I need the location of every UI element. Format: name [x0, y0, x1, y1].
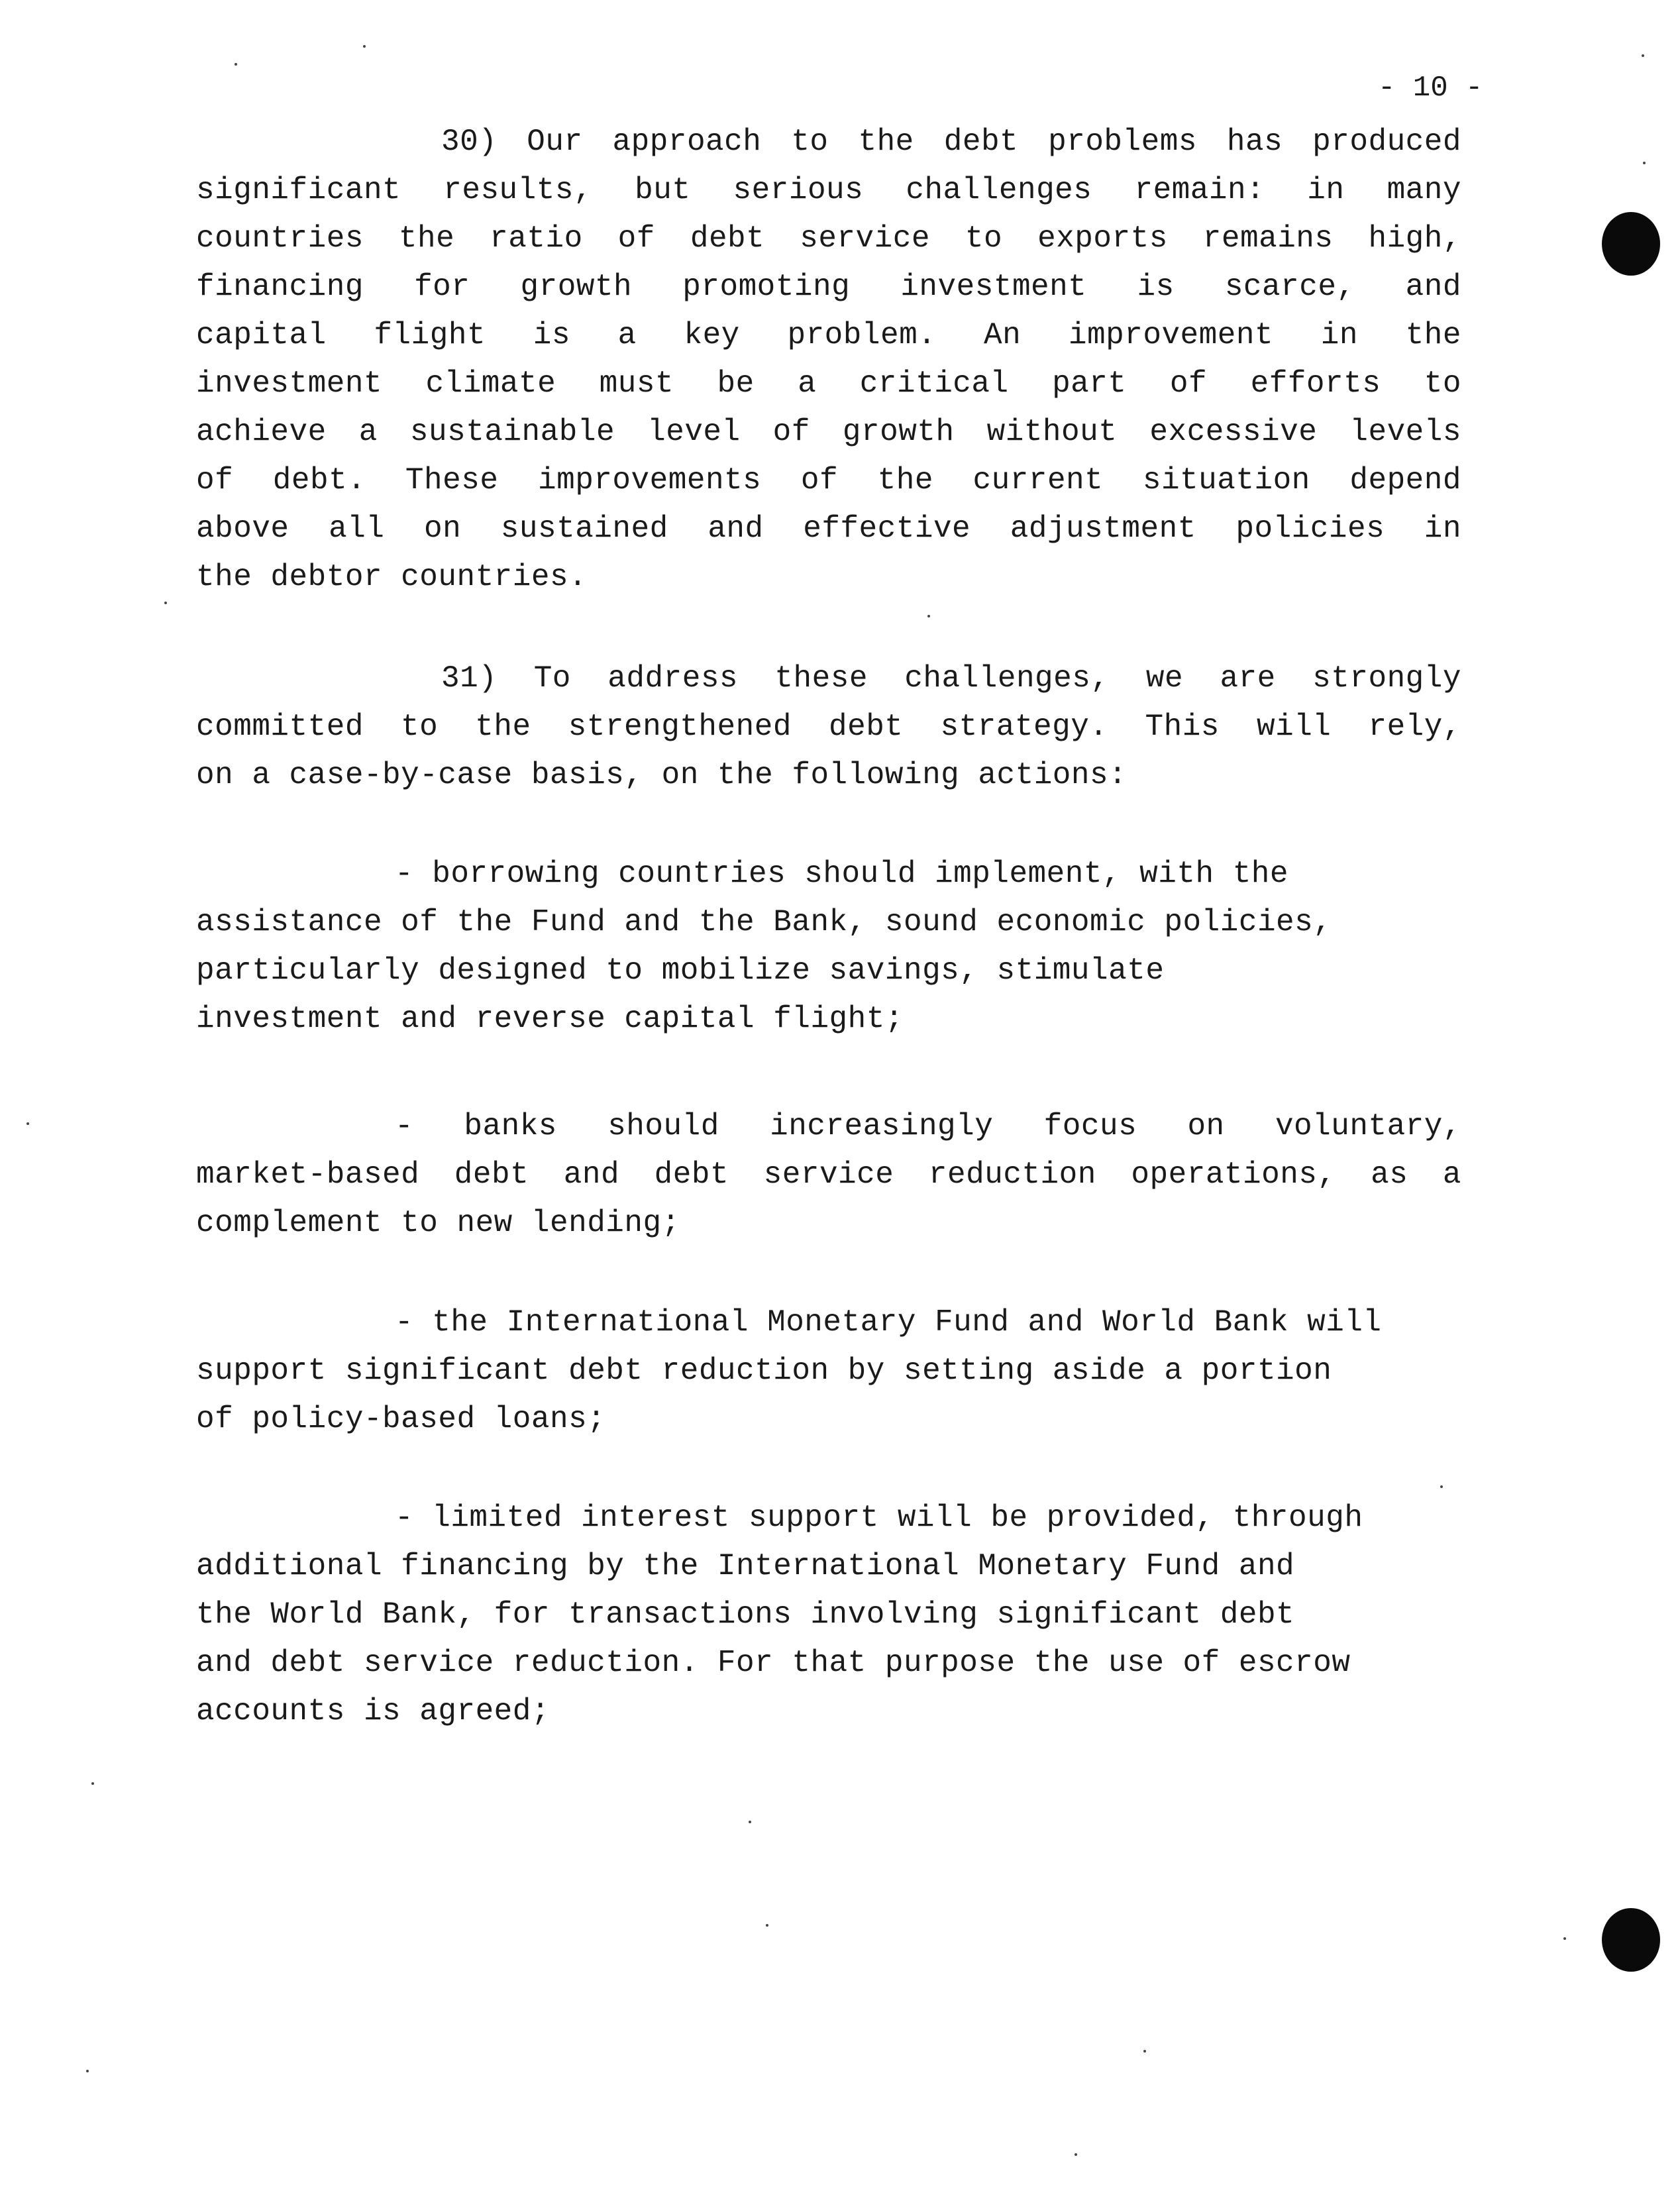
text-line: countries the ratio of debt service to exports remains high,	[196, 221, 1461, 256]
text-line: significant results, but serious challenges remain: in many	[196, 173, 1461, 207]
text-line: the debtor countries.	[196, 560, 588, 594]
text-line: 30) Our approach to the debt problems has produced	[441, 125, 1461, 159]
text-line: particularly designed to mobilize savings, stimulate	[196, 953, 1165, 988]
text-line: - banks should increasingly focus on voluntary,	[395, 1109, 1461, 1144]
bullet-item-interest-support	[196, 1494, 1461, 1736]
text-line: support significant debt reduction by setting aside a portion	[196, 1354, 1332, 1388]
text-line: additional financing by the International Monetary Fund and	[196, 1549, 1295, 1583]
scan-speck	[26, 1122, 29, 1125]
text-line: committed to the strengthened debt strategy. This will rely,	[196, 710, 1461, 744]
scan-speck	[1143, 2050, 1146, 2053]
text-line: 31) To address these challenges, we are strongly	[441, 661, 1461, 696]
scan-speck	[86, 2070, 89, 2072]
text-line: achieve a sustainable level of growth without excessive levels	[196, 415, 1461, 449]
text-line: investment climate must be a critical part of efforts to	[196, 366, 1461, 401]
scan-speck	[91, 1782, 94, 1785]
text-line: on a case-by-case basis, on the following actions:	[196, 758, 1128, 792]
scan-speck	[1563, 1937, 1566, 1940]
bullet-item-imf-world-bank	[196, 1299, 1461, 1444]
text-line: - limited interest support will be provided, through	[395, 1501, 1363, 1535]
text-line: - borrowing countries should implement, with the	[395, 857, 1289, 891]
scan-speck	[1075, 2153, 1077, 2156]
text-line: capital flight is a key problem. An improvement in the	[196, 318, 1461, 352]
scan-speck	[1440, 1485, 1443, 1488]
scan-speck	[927, 615, 930, 617]
paragraph-30	[196, 118, 1461, 602]
scan-speck	[235, 63, 237, 66]
scan-speck	[1642, 54, 1644, 57]
text-line: - the International Monetary Fund and World Bank will	[395, 1305, 1382, 1340]
text-line: investment and reverse capital flight;	[196, 1002, 904, 1036]
text-line: financing for growth promoting investment is scarce, and	[196, 270, 1461, 304]
text-line: complement to new lending;	[196, 1206, 680, 1240]
text-line: the World Bank, for transactions involving significant debt	[196, 1597, 1295, 1632]
punch-hole-top	[1602, 212, 1660, 276]
bullet-item-borrowing-countries	[196, 850, 1461, 1043]
scan-speck	[766, 1924, 768, 1927]
text-line: market-based debt and debt service reduction operations, as a	[196, 1157, 1461, 1192]
scan-speck	[164, 602, 167, 604]
paragraph-31	[196, 655, 1461, 800]
text-line: assistance of the Fund and the Bank, sound economic policies,	[196, 905, 1332, 939]
bullet-item-banks	[196, 1102, 1461, 1248]
text-line: of debt. These improvements of the current situation depend	[196, 463, 1461, 498]
text-line: above all on sustained and effective adjustment policies in	[196, 511, 1461, 546]
text-line: and debt service reduction. For that purpose the use of escrow	[196, 1646, 1351, 1680]
scan-speck	[363, 45, 366, 48]
punch-hole-bottom	[1602, 1908, 1660, 1972]
page-number: - 10 -	[1378, 72, 1483, 105]
text-line: of policy-based loans;	[196, 1402, 606, 1436]
text-line: accounts is agreed;	[196, 1694, 550, 1729]
scan-speck	[1643, 162, 1646, 164]
scan-speck	[749, 1821, 751, 1823]
